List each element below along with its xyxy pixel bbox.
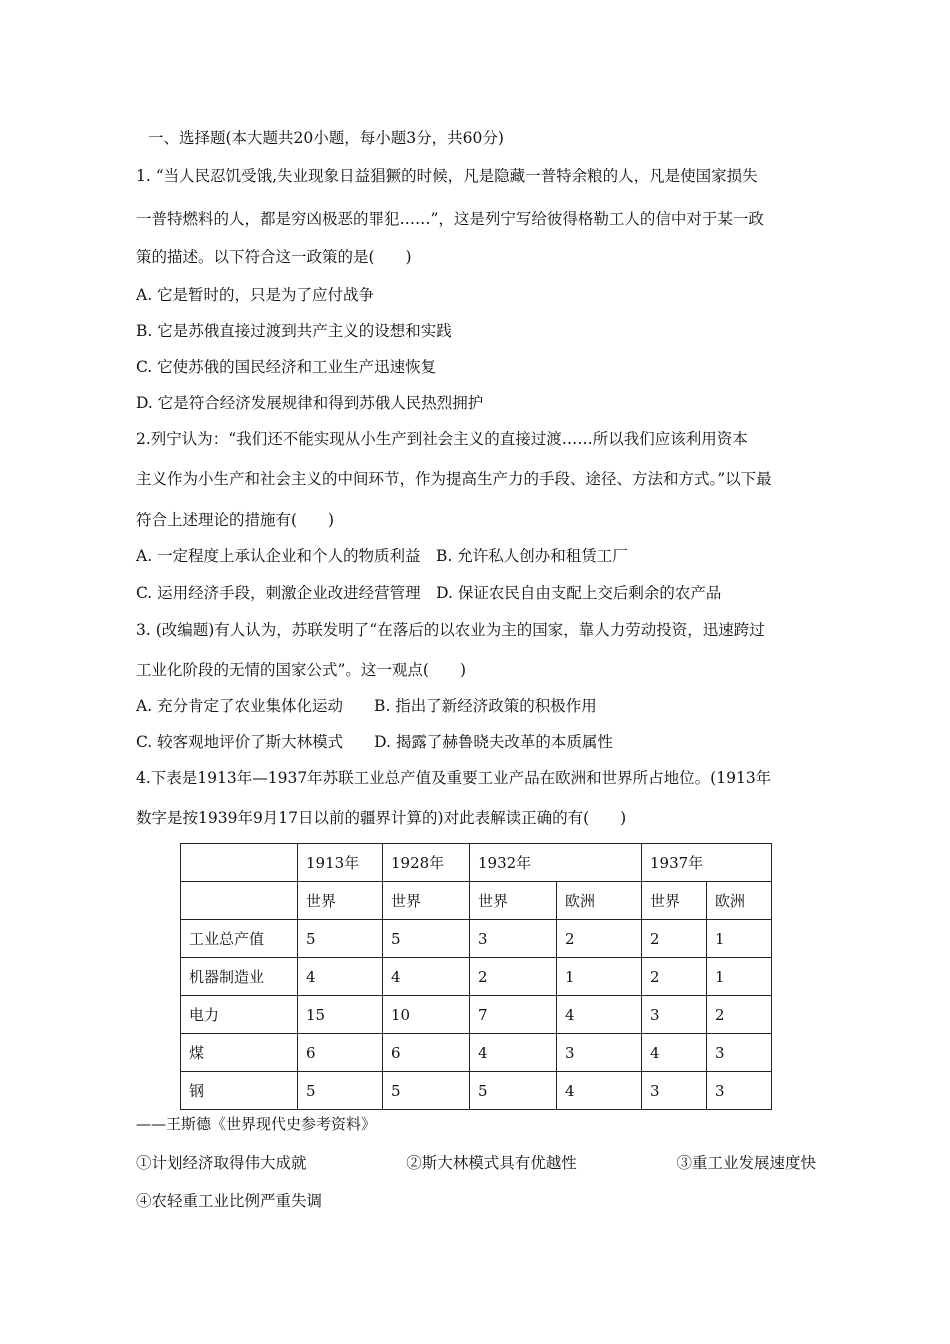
question-4-line-2: 数字是按1939年9月17日以前的疆界计算的)对此表解读正确的有( ) <box>136 809 627 827</box>
table-cell: 2 <box>642 958 707 996</box>
section-title: 一、选择题(本大题共20小题，每小题3分，共60分) <box>148 129 504 147</box>
table-header-row <box>181 844 772 882</box>
table-subheader: 世界 <box>642 882 707 920</box>
question-3-line-1: 3. (改编题)有人认为，苏联发明了“在落后的以农业为主的国家，靠人力劳动投资，迅速跨过 <box>136 621 765 639</box>
table-year-header: 1937年 <box>642 844 772 882</box>
table-cell: 5 <box>383 1072 470 1110</box>
table-empty-cell <box>181 882 298 920</box>
table-cell: 4 <box>470 1034 557 1072</box>
table-cell: 3 <box>707 1072 772 1110</box>
question-4-choice-3: ③重工业发展速度快 <box>676 1154 816 1172</box>
table-row <box>181 996 772 1034</box>
question-1-option-d: D. 它是符合经济发展规律和得到苏俄人民热烈拥护 <box>136 394 484 412</box>
table-cell: 4 <box>557 996 642 1034</box>
table-cell: 4 <box>642 1034 707 1072</box>
table-cell: 1 <box>557 958 642 996</box>
table-row <box>181 958 772 996</box>
table-corner-cell <box>181 844 298 882</box>
table-subheader: 欧洲 <box>707 882 772 920</box>
table-cell: 5 <box>298 1072 383 1110</box>
table-cell: 6 <box>298 1034 383 1072</box>
table-cell: 3 <box>642 996 707 1034</box>
question-4-choice-1: ①计划经济取得伟大成就 <box>136 1154 307 1172</box>
table-cell: 5 <box>298 920 383 958</box>
table-row-label: 钢 <box>181 1072 298 1110</box>
question-2-options-ab: A. 一定程度上承认企业和个人的物质利益 B. 允许私人创办和租赁工厂 <box>136 547 628 565</box>
question-4-choices-row <box>136 1151 816 1173</box>
question-1-line-3: 策的描述。以下符合这一政策的是( ) <box>136 248 412 266</box>
table-subheader: 欧洲 <box>557 882 642 920</box>
table-subheader: 世界 <box>298 882 383 920</box>
question-1-option-b: B. 它是苏俄直接过渡到共产主义的设想和实践 <box>136 322 452 340</box>
table-year-header: 1928年 <box>383 844 470 882</box>
table-row-label: 煤 <box>181 1034 298 1072</box>
table-cell: 7 <box>470 996 557 1034</box>
table-cell: 15 <box>298 996 383 1034</box>
table-subheader: 世界 <box>470 882 557 920</box>
question-2-options-cd: C. 运用经济手段，刺激企业改进经营管理 D. 保证农民自由支配上交后剩余的农产品 <box>136 584 722 602</box>
industry-table <box>180 843 772 1110</box>
question-3-options-ab: A. 充分肯定了农业集体化运动 B. 指出了新经济政策的积极作用 <box>136 697 597 715</box>
question-2-line-1: 2.列宁认为：“我们还不能实现从小生产到社会主义的直接过渡……所以我们应该利用资本 <box>136 430 748 448</box>
question-3-options-cd: C. 较客观地评价了斯大林模式 D. 揭露了赫鲁晓夫改革的本质属性 <box>136 733 613 751</box>
table-cell: 4 <box>557 1072 642 1110</box>
question-4-choice-4: ④农轻重工业比例严重失调 <box>136 1192 323 1210</box>
table-cell: 4 <box>298 958 383 996</box>
table-row-label: 工业总产值 <box>181 920 298 958</box>
table-subheader-row <box>181 882 772 920</box>
table-cell: 6 <box>383 1034 470 1072</box>
table-cell: 1 <box>707 920 772 958</box>
table-cell: 10 <box>383 996 470 1034</box>
question-1-line-1: 1. “当人民忍饥受饿,失业现象日益猖獗的时候，凡是隐藏一普特余粮的人，凡是使国家损失 <box>136 167 758 185</box>
question-2-line-3: 符合上述理论的措施有( ) <box>136 511 335 529</box>
table-cell: 3 <box>642 1072 707 1110</box>
table-row <box>181 1034 772 1072</box>
table-row-label: 机器制造业 <box>181 958 298 996</box>
table-year-header: 1932年 <box>470 844 642 882</box>
table-cell: 3 <box>557 1034 642 1072</box>
question-1-option-c: C. 它使苏俄的国民经济和工业生产迅速恢复 <box>136 358 437 376</box>
table-cell: 5 <box>470 1072 557 1110</box>
table-subheader: 世界 <box>383 882 470 920</box>
table-row <box>181 920 772 958</box>
table-cell: 2 <box>557 920 642 958</box>
table-cell: 2 <box>642 920 707 958</box>
table-cell: 2 <box>707 996 772 1034</box>
table-cell: 5 <box>383 920 470 958</box>
table-cell: 3 <box>707 1034 772 1072</box>
table-cell: 4 <box>383 958 470 996</box>
question-3-line-2: 工业化阶段的无情的国家公式”。这一观点( ) <box>136 661 467 679</box>
table-cell: 3 <box>470 920 557 958</box>
table-row-label: 电力 <box>181 996 298 1034</box>
question-2-line-2: 主义作为小生产和社会主义的中间环节，作为提高生产力的手段、途径、方法和方式。”以下最 <box>136 470 772 488</box>
table-year-header: 1913年 <box>298 844 383 882</box>
question-4-line-1: 4.下表是1913年—1937年苏联工业总产值及重要工业产品在欧洲和世界所占地位。(1913年 <box>136 769 772 787</box>
question-1-option-a: A. 它是暂时的，只是为了应付战争 <box>136 286 375 304</box>
table-cell: 2 <box>470 958 557 996</box>
table-cell: 1 <box>707 958 772 996</box>
question-1-line-2: 一普特燃料的人，都是穷凶极恶的罪犯……”，这是列宁写给彼得格勒工人的信中对于某一政 <box>136 210 764 228</box>
question-4-choice-2: ②斯大林模式具有优越性 <box>406 1154 577 1172</box>
table-row <box>181 1072 772 1110</box>
table-source: ——王斯德《世界现代史参考资料》 <box>136 1115 377 1133</box>
